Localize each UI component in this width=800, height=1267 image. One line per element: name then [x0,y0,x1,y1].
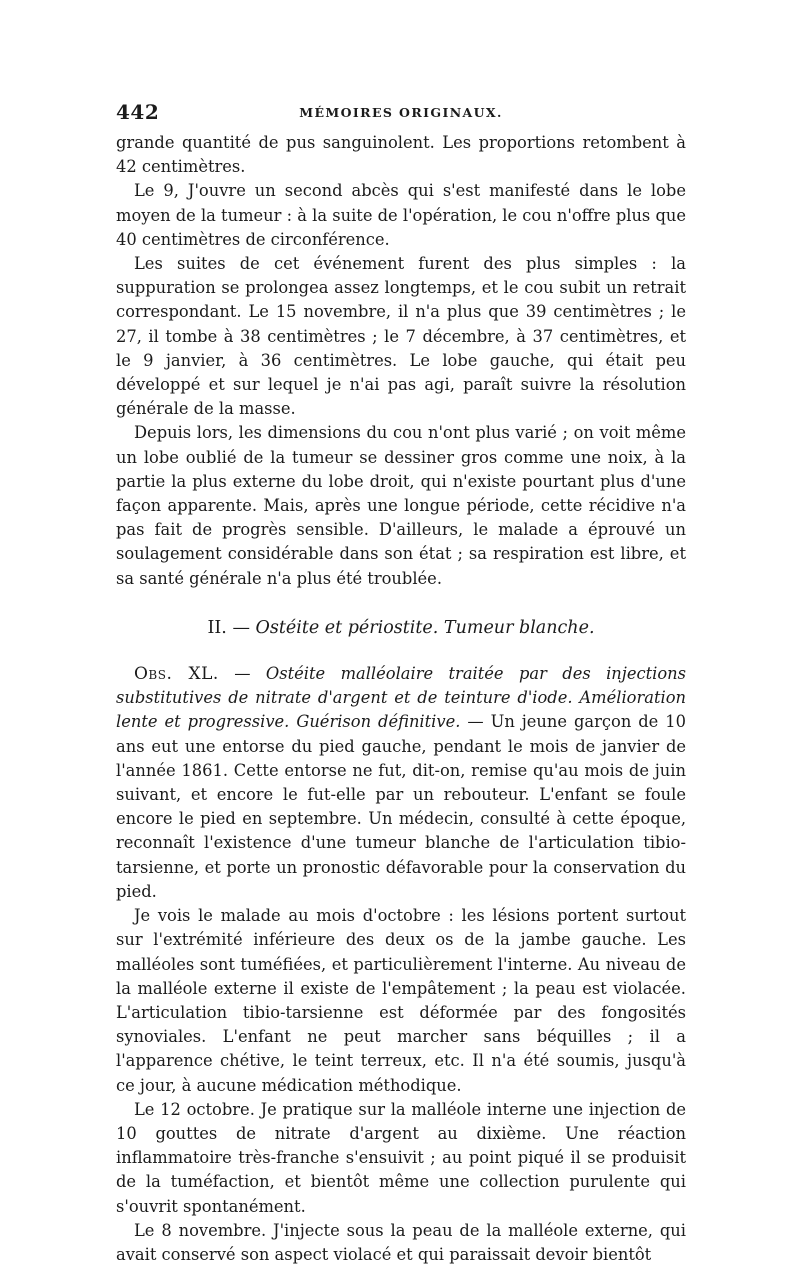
paragraph: Le 12 octobre. Je pratique sur la malléole interne une injection de 10 gouttes de nitrate d'argent au dixième. Une réaction inflammatoire très-franche s'ensuivit ; au point piqué il se produisit de la tuméfaction, et bientôt même une collection purulente qui s'ouvrit spontanément. [116,1099,686,1216]
paragraph: Les suites de cet événement furent des plus simples : la suppuration se prolongea assez longtemps, et le cou subit un retrait correspondant. Le 15 novembre, il n'a plus que 39 centimètres ; le 27, il tombe à 38 centimètres ; le 7 décembre, à 37 centimètres, et le 9 janvier, à 36 centimètres. Le lobe gauche, qui était peu développé et sur lequel je n'ai pas agi, paraît suivre la résolution générale de la masse. [116,254,686,419]
paragraph: Le 8 novembre. J'injecte sous la peau de la malléole externe, qui avait conservé son aspect violacé et qui paraissait devoir bientôt [116,1220,686,1264]
section-number: II. [207,617,227,638]
paragraph-continued: grande quantité de pus sanguinolent. Les proportions retombent à 42 centimètres. [116,133,686,177]
page-number: 442 [116,100,160,124]
paragraph: Depuis lors, les dimensions du cou n'ont plus varié ; on voit même un lobe oublié de la tumeur se dessiner gros comme une noix, à la partie la plus externe du lobe droit, qui n'existe pourtant plus d'une façon apparente. Mais, après une longue période, cette récidive n'a pas fait de progrès sensible. D'ailleurs, le malade a éprouvé un soulagement considérable dans son état ; sa respiration est libre, et sa santé générale n'a plus été troublée. [116,423,686,588]
running-head: MÉMOIRES ORIGINAUX. [299,105,503,120]
page-body [116,131,686,1267]
page-header [116,100,686,124]
observation-title: Ostéite malléolaire traitée par des injections substitutives de nitrate d'argent et de teinture d'iode. Amélioration lente et progressive. Guérison définitive. [116,664,686,732]
section-dash: — [232,617,250,638]
section-title: Ostéite et périostite. Tumeur blanche. [255,617,595,638]
observation-dash: — [234,664,251,684]
observation-label: Obs. XL. [134,664,219,685]
observation-paragraph [116,662,686,904]
section-heading [116,616,686,640]
observation-text: — Un jeune garçon de 10 ans eut une entorse du pied gauche, pendant le mois de janvier de l'année 1861. Cette entorse ne fut, dit-on, remise qu'au mois de juin suivant, et encore le fut-elle par un rebouteur. L'enfant se foule encore le pied en septembre. Un médecin, consulté à cette époque, reconnaît l'existence d'une tumeur blanche de l'articulation tibio-tarsienne, et porte un pronostic défavorable pour la conservation du pied. [116,712,686,901]
paragraph: Je vois le malade au mois d'octobre : les lésions portent surtout sur l'extrémité inférieure des deux os de la jambe gauche. Les malléoles sont tuméfiées, et particulièrement l'interne. Au niveau de la malléole externe il existe de l'empâtement ; la peau est violacée. L'articulation tibio-tarsienne est déformée par des fongosités synoviales. L'enfant ne peut marcher sans béquilles ; il a l'apparence chétive, le teint terreux, etc. Il n'a été soumis, jusqu'à ce jour, à aucune médication méthodique. [116,906,686,1095]
paragraph: Le 9, J'ouvre un second abcès qui s'est manifesté dans le lobe moyen de la tumeur : à la suite de l'opération, le cou n'offre plus que 40 centimètres de circonférence. [116,181,687,249]
